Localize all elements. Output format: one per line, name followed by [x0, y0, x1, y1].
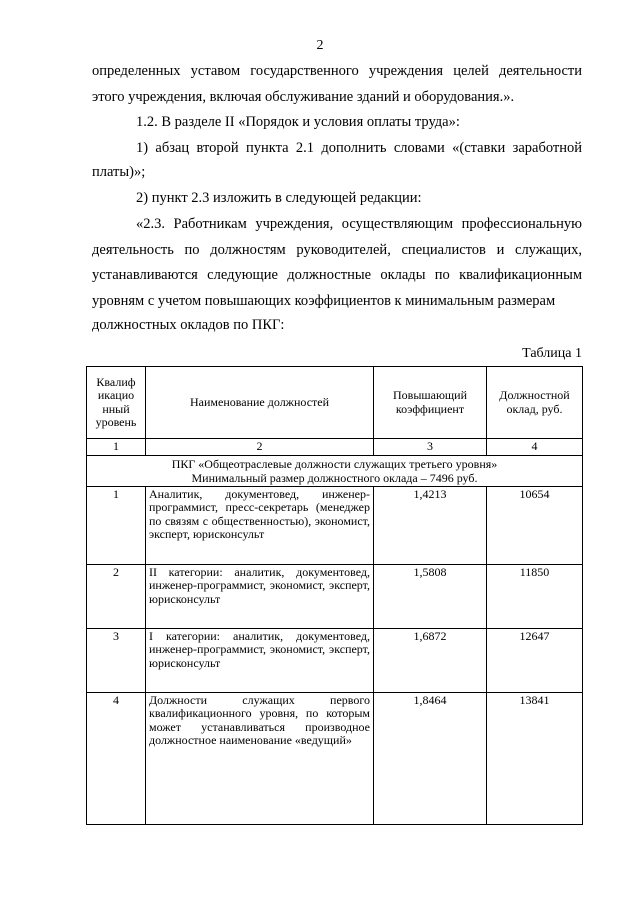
paragraph-line: платы)»;	[92, 164, 146, 180]
group-title: ПКГ «Общеотраслевые должности служащих третьего уровня»	[171, 456, 498, 471]
row-coefficient: 1,4213	[374, 486, 487, 564]
group-min-salary: Минимальный размер должностного оклада – 7496 руб.	[191, 470, 478, 485]
paragraph-item-1: 1) абзац второй пункта 2.1 дополнить словами «(ставки заработной	[136, 140, 582, 156]
paragraph-line: должностных окладов по ПКГ:	[92, 317, 285, 333]
paragraph-item-2: 2) пункт 2.3 изложить в следующей редакции:	[136, 190, 422, 206]
table-row	[87, 486, 583, 564]
paragraph-2-3: «2.3. Работникам учреждения, осуществляющим профессиональную деятельность по должностям руководителей, специалистов и служащих, устанавливаются следующие должностные оклады по квалификационным уровням с учетом повышающих коэффициентов к минимальным размерам	[92, 216, 582, 309]
row-coefficient: 1,6872	[374, 628, 487, 692]
column-number: 3	[374, 439, 487, 456]
group-row	[87, 455, 583, 486]
row-level: 2	[87, 564, 146, 628]
group-cell	[87, 455, 583, 486]
row-position: I категории: аналитик, документовед, инженер-программист, экономист, эксперт, юрисконсульт	[146, 628, 374, 692]
header-position: Наименование должностей	[146, 367, 374, 439]
row-level: 3	[87, 628, 146, 692]
row-level: 4	[87, 692, 146, 824]
table-row	[87, 628, 583, 692]
header-coefficient: Повышающий коэффициент	[374, 367, 487, 439]
table-header-row	[87, 367, 583, 439]
column-number: 4	[487, 439, 583, 456]
column-number-row	[87, 439, 583, 456]
row-salary: 12647	[487, 628, 583, 692]
row-salary: 13841	[487, 692, 583, 824]
column-number: 2	[146, 439, 374, 456]
table-row	[87, 564, 583, 628]
salary-table	[86, 366, 583, 825]
header-salary: Должностной оклад, руб.	[487, 367, 583, 439]
row-coefficient: 1,8464	[374, 692, 487, 824]
paragraph-section: 1.2. В разделе II «Порядок и условия оплаты труда»:	[136, 114, 460, 130]
row-salary: 10654	[487, 486, 583, 564]
table-row	[87, 692, 583, 824]
paragraph-line: этого учреждения, включая обслуживание зданий и оборудования.».	[92, 89, 515, 105]
row-level: 1	[87, 486, 146, 564]
row-position: Аналитик, документовед, инженер-программист, пресс-секретарь (менеджер по связям с общественностью), экономист, эксперт, юрисконсульт	[146, 486, 374, 564]
row-position: II категории: аналитик, документовед, инженер-программист, экономист, эксперт, юрисконсульт	[146, 564, 374, 628]
page-number: 2	[316, 38, 324, 53]
header-level: Квалиф икацио нный уровень	[87, 367, 146, 439]
table-caption: Таблица 1	[522, 346, 582, 361]
paragraph-line: определенных уставом государственного учреждения целей деятельности	[92, 63, 582, 79]
row-position: Должности служащих первого квалификационного уровня, по которым может устанавливаться производное должностное наименование «ведущий»	[146, 692, 374, 824]
row-coefficient: 1,5808	[374, 564, 487, 628]
column-number: 1	[87, 439, 146, 456]
row-salary: 11850	[487, 564, 583, 628]
